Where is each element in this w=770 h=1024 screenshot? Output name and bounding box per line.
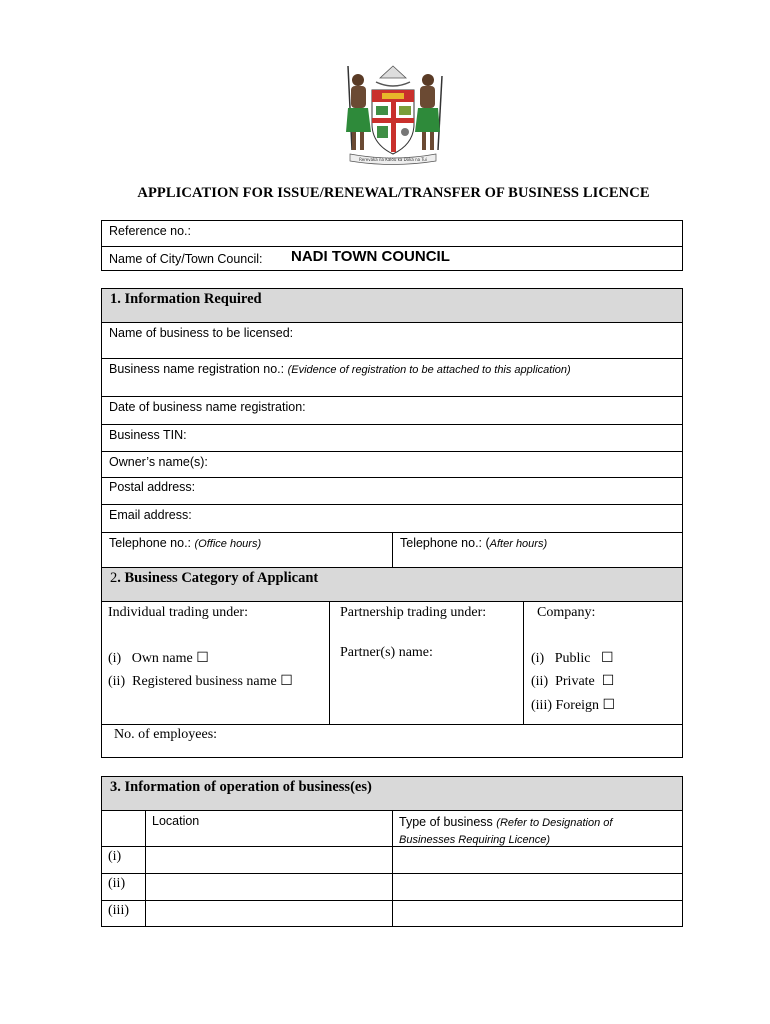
section-2-heading (110, 570, 318, 587)
operation-divider-1 (145, 811, 146, 846)
location-cell[interactable] (146, 847, 392, 873)
phone-office-label-text: Telephone no.: (109, 536, 192, 550)
council-row[interactable] (102, 246, 682, 270)
tin-row[interactable] (102, 424, 682, 451)
individual-label: Individual trading under: (108, 605, 248, 620)
phone-after-label[interactable] (400, 536, 547, 550)
location-cell[interactable] (146, 901, 392, 926)
business-name-row[interactable] (102, 322, 682, 358)
registration-label (109, 362, 571, 376)
employees-label: No. of employees: (114, 727, 218, 742)
category-divider-2 (523, 602, 524, 724)
individual-registered-name-checkbox[interactable]: (ii) Registered business name ☐ (108, 674, 293, 689)
reference-box (101, 220, 683, 271)
category-divider-1 (329, 602, 330, 724)
council-label: Name of City/Town Council: (109, 252, 263, 266)
table-row (102, 846, 682, 873)
owner-label: Owner’s name(s): (109, 455, 208, 469)
telephone-divider (392, 533, 393, 567)
postal-label: Postal address: (109, 480, 196, 494)
phone-office-note: (Office hours) (194, 538, 262, 550)
section-3-operation-info (101, 776, 683, 927)
business-name-label: Name of business to be licensed: (109, 326, 294, 340)
operation-table-header (102, 810, 682, 846)
registration-label-text: Business name registration no.: (109, 362, 285, 376)
type-header-text: Type of business (399, 815, 497, 829)
category-row (102, 601, 682, 724)
table-row (102, 873, 682, 900)
employees-row[interactable] (102, 724, 682, 757)
registration-date-label: Date of business name registration: (109, 400, 306, 414)
type-note-line2: Businesses Requiring Licence) (399, 834, 551, 846)
phone-office-label[interactable] (109, 536, 261, 550)
row-index: (i) (108, 849, 122, 864)
company-private-checkbox[interactable]: (ii) Private ☐ (531, 674, 615, 689)
section-3-header (102, 777, 682, 810)
email-row[interactable] (102, 504, 682, 532)
council-value: NADI TOWN COUNCIL (291, 248, 450, 265)
registration-row[interactable] (102, 358, 682, 396)
location-header: Location (152, 814, 200, 828)
telephone-row (102, 532, 682, 567)
form-title: APPLICATION FOR ISSUE/RENEWAL/TRANSFER OF BUSINESS LICENCE (137, 185, 650, 201)
operation-divider-2 (392, 811, 393, 846)
type-note-line1: (Refer to Designation of (496, 817, 613, 829)
owner-row[interactable] (102, 451, 682, 477)
svg-text:Rerevaka na Kalou ka Doka na T: Rerevaka na Kalou ka Doka na Tui (359, 157, 427, 162)
section-1-heading: 1. Information Required (110, 291, 262, 307)
type-cell[interactable] (393, 874, 682, 900)
section-2-business-category (101, 567, 683, 758)
type-cell[interactable] (393, 901, 682, 926)
individual-own-name-checkbox[interactable]: (i) Own name ☐ (108, 651, 209, 666)
reference-label: Reference no.: (109, 224, 191, 238)
registration-note: (Evidence of registration to be attached to this application) (287, 364, 571, 376)
type-cell[interactable] (393, 847, 682, 873)
registration-date-row[interactable] (102, 396, 682, 424)
partner-name-label[interactable]: Partner(s) name: (340, 645, 433, 660)
section-1-header (102, 289, 682, 322)
section-2-header (102, 568, 682, 601)
tin-label: Business TIN: (109, 428, 187, 442)
section-1-information-required (101, 288, 683, 568)
location-cell[interactable] (146, 874, 392, 900)
section-2-number: 2 (110, 570, 118, 586)
table-row (102, 900, 682, 926)
phone-after-note: After hours) (489, 538, 548, 550)
type-header (399, 814, 612, 848)
section-3-heading: 3. Information of operation of business(es) (110, 779, 372, 795)
fiji-coat-of-arms-icon (338, 62, 448, 166)
email-label: Email address: (109, 508, 192, 522)
section-2-heading-text: . Business Category of Applicant (117, 570, 319, 586)
partnership-label: Partnership trading under: (340, 605, 487, 620)
phone-after-label-text: Telephone no.: ( (400, 536, 490, 550)
company-foreign-checkbox[interactable]: (iii) Foreign ☐ (531, 698, 616, 713)
crest-logo (338, 62, 448, 166)
postal-row[interactable] (102, 477, 682, 504)
company-label: Company: (537, 605, 596, 620)
row-index: (ii) (108, 876, 126, 891)
row-index: (iii) (108, 903, 129, 918)
company-public-checkbox[interactable]: (i) Public ☐ (531, 651, 614, 666)
